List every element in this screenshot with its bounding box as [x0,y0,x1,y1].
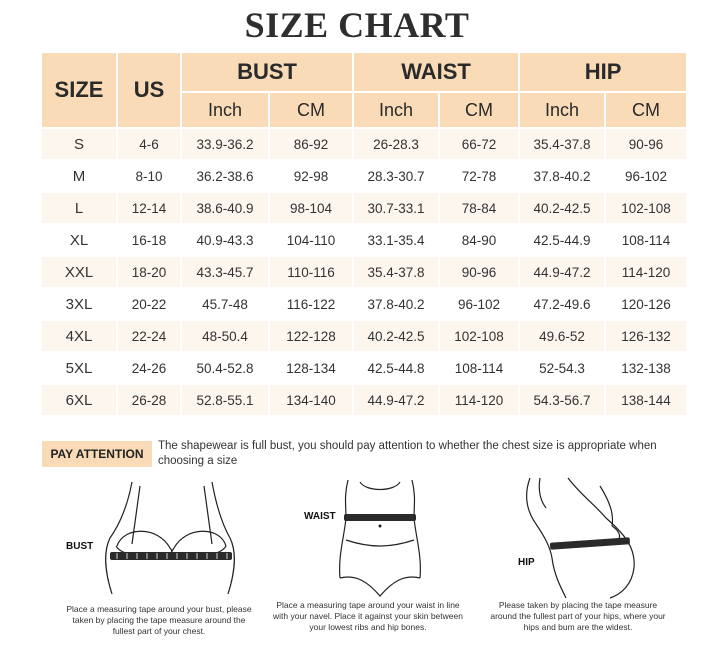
header-bust: BUST [181,52,353,92]
cell-waist-cm: 78-84 [439,192,519,224]
cell-hip-cm: 102-108 [605,192,687,224]
cell-waist-inch: 26-28.3 [353,128,439,160]
waist-label: WAIST [304,511,336,522]
cell-us: 12-14 [117,192,181,224]
cell-hip-cm: 96-102 [605,160,687,192]
cell-waist-inch: 28.3-30.7 [353,160,439,192]
cell-bust-inch: 33.9-36.2 [181,128,269,160]
header-waist-cm: CM [439,92,519,128]
bust-figure [62,474,252,604]
cell-bust-inch: 36.2-38.6 [181,160,269,192]
header-hip-inch: Inch [519,92,605,128]
cell-us: 20-22 [117,288,181,320]
cell-hip-inch: 47.2-49.6 [519,288,605,320]
cell-waist-inch: 42.5-44.8 [353,352,439,384]
cell-waist-cm: 96-102 [439,288,519,320]
cell-bust-cm: 92-98 [269,160,353,192]
waist-illustration [300,478,460,600]
cell-us: 18-20 [117,256,181,288]
cell-bust-inch: 48-50.4 [181,320,269,352]
bust-illustration [62,474,252,604]
cell-us: 4-6 [117,128,181,160]
cell-hip-cm: 132-138 [605,352,687,384]
cell-waist-inch: 44.9-47.2 [353,384,439,416]
table-row [41,352,687,384]
header-waist-inch: Inch [353,92,439,128]
table-row [41,160,687,192]
cell-hip-inch: 37.8-40.2 [519,160,605,192]
cell-waist-inch: 30.7-33.1 [353,192,439,224]
cell-hip-cm: 126-132 [605,320,687,352]
cell-waist-inch: 40.2-42.5 [353,320,439,352]
cell-bust-inch: 50.4-52.8 [181,352,269,384]
table-row [41,384,687,416]
table-row [41,192,687,224]
cell-bust-inch: 45.7-48 [181,288,269,320]
cell-waist-cm: 114-120 [439,384,519,416]
cell-hip-inch: 44.9-47.2 [519,256,605,288]
cell-waist-cm: 108-114 [439,352,519,384]
cell-hip-inch: 42.5-44.9 [519,224,605,256]
size-chart-table [40,51,688,417]
cell-us: 16-18 [117,224,181,256]
header-hip: HIP [519,52,687,92]
cell-hip-inch: 35.4-37.8 [519,128,605,160]
hip-caption: Please taken by placing the tape measure around the fullest part of your hips, where your hips and bum are the widest. [490,600,666,632]
cell-size: 4XL [41,320,117,352]
cell-bust-inch: 38.6-40.9 [181,192,269,224]
cell-waist-cm: 72-78 [439,160,519,192]
cell-bust-cm: 110-116 [269,256,353,288]
bust-label: BUST [66,541,94,552]
header-size: SIZE [41,52,117,128]
cell-waist-cm: 66-72 [439,128,519,160]
table-row [41,224,687,256]
table-row [41,256,687,288]
cell-us: 8-10 [117,160,181,192]
cell-size: 5XL [41,352,117,384]
pay-attention-text: The shapewear is full bust, you should pay attention to whether the chest size is appropriate when choosing a size [158,440,657,467]
cell-size: L [41,192,117,224]
cell-us: 22-24 [117,320,181,352]
cell-bust-inch: 40.9-43.3 [181,224,269,256]
cell-hip-cm: 90-96 [605,128,687,160]
cell-us: 26-28 [117,384,181,416]
cell-size: S [41,128,117,160]
pay-attention-label: PAY ATTENTION [42,441,152,467]
header-bust-cm: CM [269,92,353,128]
cell-bust-cm: 86-92 [269,128,353,160]
header-us: US [117,52,181,128]
cell-bust-inch: 52.8-55.1 [181,384,269,416]
waist-caption: Place a measuring tape around your waist in line with your navel. Place it against your skin between your lowest ribs and hip bones. [273,600,463,632]
cell-waist-cm: 102-108 [439,320,519,352]
hip-figure [510,474,660,600]
table-row [41,288,687,320]
waist-figure [300,478,460,600]
cell-waist-cm: 90-96 [439,256,519,288]
cell-size: XXL [41,256,117,288]
cell-size: XL [41,224,117,256]
cell-hip-inch: 49.6-52 [519,320,605,352]
header-hip-cm: CM [605,92,687,128]
page-title: SIZE CHART [244,5,470,45]
cell-size: 3XL [41,288,117,320]
cell-hip-inch: 40.2-42.5 [519,192,605,224]
cell-bust-cm: 128-134 [269,352,353,384]
cell-waist-inch: 33.1-35.4 [353,224,439,256]
cell-hip-inch: 52-54.3 [519,352,605,384]
hip-illustration [510,474,660,600]
cell-hip-cm: 138-144 [605,384,687,416]
header-bust-inch: Inch [181,92,269,128]
cell-waist-inch: 35.4-37.8 [353,256,439,288]
cell-bust-cm: 122-128 [269,320,353,352]
cell-bust-cm: 116-122 [269,288,353,320]
cell-bust-inch: 43.3-45.7 [181,256,269,288]
cell-bust-cm: 104-110 [269,224,353,256]
cell-hip-inch: 54.3-56.7 [519,384,605,416]
table-row [41,320,687,352]
cell-hip-cm: 114-120 [605,256,687,288]
cell-us: 24-26 [117,352,181,384]
table-row [41,128,687,160]
hip-label: HIP [518,557,535,568]
header-waist: WAIST [353,52,519,92]
cell-waist-cm: 84-90 [439,224,519,256]
cell-hip-cm: 108-114 [605,224,687,256]
cell-bust-cm: 98-104 [269,192,353,224]
cell-bust-cm: 134-140 [269,384,353,416]
bust-caption: Place a measuring tape around your bust, please taken by placing the tape measure around the fullest part of your chest. [66,604,252,636]
cell-hip-cm: 120-126 [605,288,687,320]
cell-size: M [41,160,117,192]
cell-size: 6XL [41,384,117,416]
cell-waist-inch: 37.8-40.2 [353,288,439,320]
size-rows [41,128,687,416]
